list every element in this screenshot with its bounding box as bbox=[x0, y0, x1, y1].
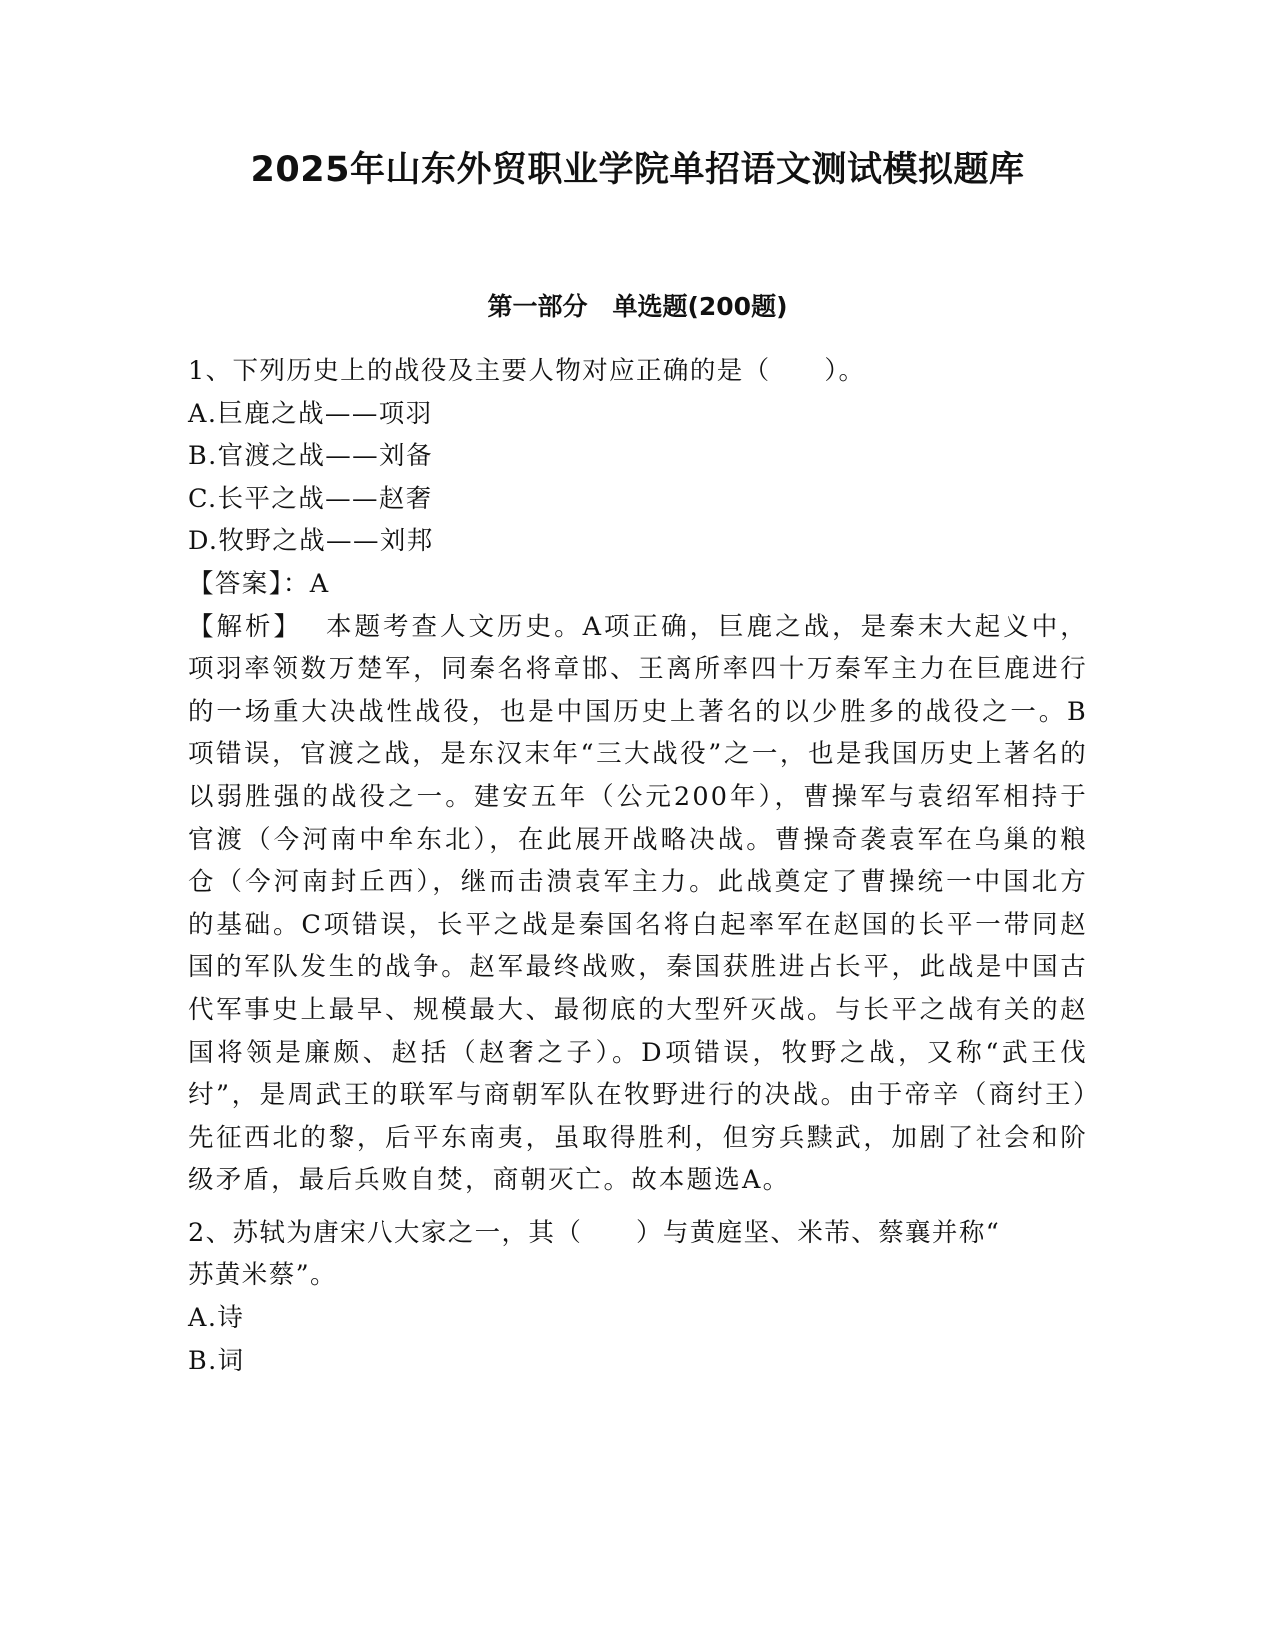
option-a: A.巨鹿之战——项羽 bbox=[188, 398, 433, 429]
question-stem-continued: 苏黄米蔡”。 bbox=[188, 1260, 337, 1291]
explanation bbox=[188, 606, 1088, 1202]
section-title: 第一部分 单选题(200题) bbox=[487, 292, 788, 321]
document-title: 2025年山东外贸职业学院单招语文测试模拟题库 bbox=[250, 150, 1025, 190]
option-b: B.词 bbox=[188, 1345, 245, 1376]
option-a: A.诗 bbox=[188, 1303, 245, 1334]
option-d: D.牧野之战——刘邦 bbox=[188, 526, 434, 557]
question-stem: 1、下列历史上的战役及主要人物对应正确的是（ ）。 bbox=[188, 356, 866, 386]
option-c: C.长平之战——赵奢 bbox=[188, 483, 433, 514]
answer-value: A bbox=[309, 568, 330, 599]
answer-line bbox=[188, 563, 1088, 606]
option-b: B.官渡之战——刘备 bbox=[188, 441, 433, 472]
question-list bbox=[188, 350, 1088, 1382]
question-stem: 2、苏轼为唐宋八大家之一，其（ ）与黄庭坚、米芾、蔡襄并称“ bbox=[188, 1217, 1001, 1248]
question-2 bbox=[188, 1212, 1088, 1382]
explanation-label: 【解析】 bbox=[188, 611, 290, 642]
explanation-text: 本题考查人文历史。A项正确，巨鹿之战，是秦末大起义中，项羽率领数万楚军，同秦名将章邯、王离所率四十万秦军主力在巨鹿进行的一场重大决战性战役，也是中国历史上著名的以少胜多的战役之一。B项错误，官渡之战，是东汉末年“三大战役”之一，也是我国历史上著名的以弱胜强的战役之一。建安五年（公元200年），曹操军与袁绍军相持于官渡（今河南中牟东北），在此展开战略决战。曹操奇袭袁军在乌巢的粮仓（今河南封丘西），继而击溃袁军主力。此战奠定了曹操统一中国北方的基础。C项错误，长平之战是秦国名将白起率军在赵国的长平一带同赵国的军队发生的战争。赵军最终战败，秦国获胜进占长平，此战是中国古代军事史上最早、规模最大、最彻底的大型歼灭战。与长平之战有关的赵国将领是廉颇、赵括（赵奢之子）。D项错误，牧野之战，又称“武王伐纣”，是周武王的联军与商朝军队在牧野进行的决战。由于帝辛（商纣王）先征西北的黎，后平东南夷，虽取得胜利，但穷兵黩武，加剧了社会和阶级矛盾，最后兵败自焚，商朝灭亡。故本题选A。 bbox=[188, 611, 1088, 1196]
question-1 bbox=[188, 350, 1088, 1202]
answer-label: 【答案】： bbox=[188, 568, 310, 599]
